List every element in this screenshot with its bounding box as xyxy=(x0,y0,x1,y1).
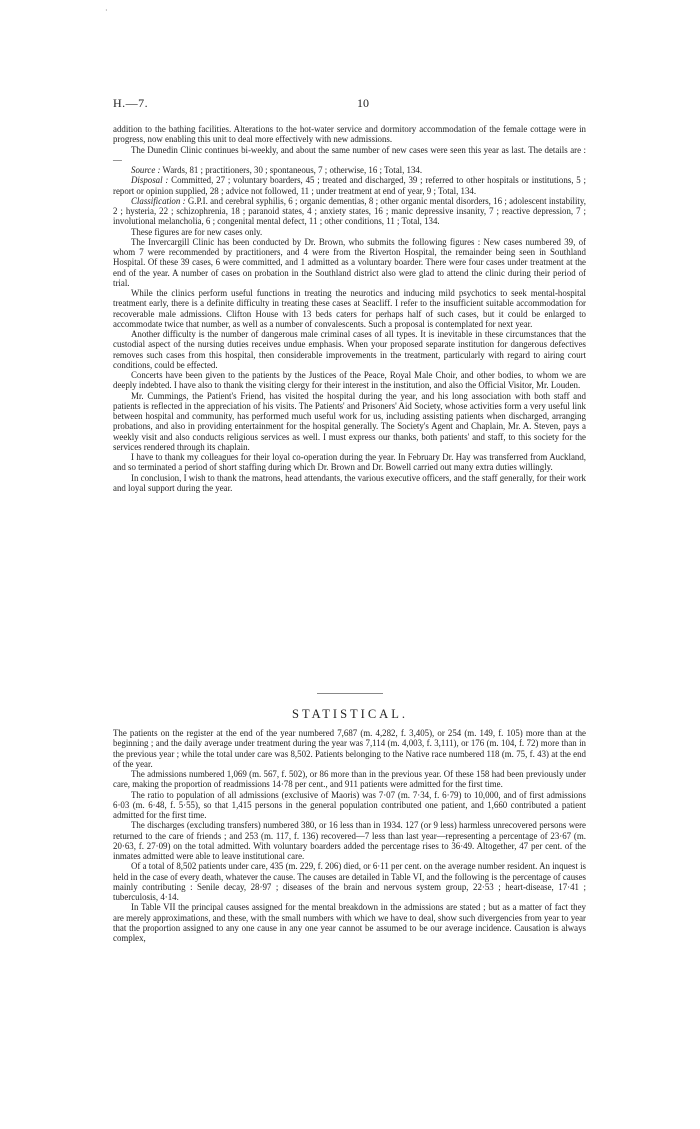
paragraph-text: G.P.I. and cerebral syphilis, 6 ; organic dementias, 8 ; other organic mental disorders, 16 ; adolescent instability, 2 ; hysteria, 22 ; schizophrenia, 18 ; paranoid states, 4 ; anxiety states, 16 ; manic depressive insanity, 7 ; reactive depression, 7 ; involutional melancholia, 6 ; congenital mental defect, 11 ; other conditions, 11 ; Total, 134. xyxy=(113,195,586,227)
paragraph xyxy=(113,329,586,370)
paragraph-text: In conclusion, I wish to thank the matrons, head attendants, the various executive officers, and the staff generally, for their work and loyal support during the year. xyxy=(113,472,586,493)
paragraph xyxy=(113,237,586,288)
statistical-section xyxy=(113,728,586,943)
paragraph-text: The Invercargill Clinic has been conducted by Dr. Brown, who submits the following figures : New cases numbered 39, of whom 7 were recommended by practitioners, and 4 were from the Riverton Hospital, the remainder being seen in Southland Hospital. Of these 39 cases, 6 were committed, and 1 admitted as a voluntary boarder. There were four cases under treatment at the end of the year. A number of cases on probation in the Southland district also were glad to attend the clinic during their period of trial. xyxy=(113,236,586,288)
section-heading-statistical: STATISTICAL. xyxy=(292,707,408,721)
paragraph xyxy=(113,902,586,943)
paragraph-text: Another difficulty is the number of dangerous male criminal cases of all types. It is inevitable in these circumstances that the custodial aspect of the nursing duties receives undue emphasis. When your proposed separate institution for dangerous defectives removes such cases from this hospital, then considerable improvements in the treatment, particularly with regard to airing court conditions, could be effected. xyxy=(113,329,586,370)
paragraph xyxy=(113,370,586,391)
paragraph xyxy=(113,165,586,175)
paragraph xyxy=(113,861,586,902)
paragraph-text: Of a total of 8,502 patients under care, 435 (m. 229, f. 206) died, or 6·11 per cent. on the average number resident. An inquest is held in the case of every death, whatever the cause. The causes are detailed in Table VI, and the following is the percentage of causes mainly contributing : Senile decay, 28·97 ; diseases of the brain and nervous system group, 22·53 ; heart-disease, 17·41 ; tuberculosis, 4·14. xyxy=(113,861,586,902)
paragraph xyxy=(113,728,586,769)
paragraph-text: The discharges (excluding transfers) numbered 380, or 16 less than in 1934. 127 (or 9 less) harmless unrecovered persons were returned to the care of friends ; and 253 (m. 117, f. 136) recovered—7 less than last year—representing a percentage of 23·67 (m. 20·63, f. 27·09) on the total admitted. With voluntary boarders added the percentage rises to 36·49. Altogether, 47 per cent. of the inmates admitted were able to leave institutional care. xyxy=(113,820,586,861)
paragraph-label: Source : xyxy=(131,165,161,175)
paragraph xyxy=(113,391,586,453)
paragraph-text: The Dunedin Clinic continues bi-weekly, and about the same number of new cases were seen this year as last. The details are :— xyxy=(113,144,586,165)
paragraph xyxy=(113,175,586,196)
paragraph-text: The ratio to population of all admissions (exclusive of Maoris) was 7·07 (m. 7·34, f. 6·79) to 10,000, and of first admissions 6·03 (m. 6·48, f. 5·55), so that 1,415 persons in the general population contributed one patient, and 1,660 contributed a patient admitted for the first time. xyxy=(113,789,586,820)
paragraph-text: Concerts have been given to the patients by the Justices of the Peace, Royal Male Choir, and other bodies, to whom we are deeply indebted. I have also to thank the visiting clergy for their interest in the institution, and also the Official Visitor, Mr. Louden. xyxy=(113,370,586,391)
paragraph-text: addition to the bathing facilities. Alterations to the hot-water service and dormitory accommodation of the female cottage were in progress, now enabling this unit to deal more effectively with new admissions. xyxy=(113,124,586,145)
report-section xyxy=(113,124,586,493)
paragraph xyxy=(113,196,586,227)
paragraph-text: Committed, 27 ; voluntary boarders, 45 ; treated and discharged, 39 ; referred to other hospitals or institutions, 5 ; report or opinion supplied, 28 ; advice not followed, 11 ; under treatment at end of year, 9 ; Total, 134. xyxy=(113,175,586,196)
page-header xyxy=(113,96,587,112)
section-divider xyxy=(317,693,383,694)
paragraph-text: The admissions numbered 1,069 (m. 567, f. 502), or 86 more than in the previous year. Of these 158 had been previously under care, making the proportion of readmissions 14·78 per cent., and 911 patients were admitted for the first time. xyxy=(113,769,586,790)
paragraph-text: I have to thank my colleagues for their loyal co-operation during the year. In February Dr. Hay was transferred from Auckland, and so terminated a period of short staffing during which Dr. Brown and Dr. Bowell carried out many extra duties willingly. xyxy=(113,452,586,473)
paragraph-text: While the clinics perform useful functions in treating the neurotics and inducing mild psychotics to seek mental-hospital treatment early, there is a definite difficulty in treating these cases at Seacliff. I refer to the insufficient suitable accommodation for recoverable male admissions. Clifton House with 13 beds caters for perhaps half of such cases, but it could be enlarged to accommodate twice that number, as well as a number of convalescents. Such a proposal is contemplated for next year. xyxy=(113,288,586,329)
document-reference: H.—7. xyxy=(113,96,149,110)
paragraph-text: In Table VII the principal causes assigned for the mental breakdown in the admissions are stated ; but as a matter of fact they are merely approximations, and these, with the small numbers with which we have to deal, show such divergencies from year to year that the proportion assigned to any one cause in any one year cannot be assumed to be our average incidence. Causation is always complex, xyxy=(113,902,586,943)
paragraph-label: Disposal : xyxy=(131,175,169,186)
paragraph xyxy=(113,769,586,790)
paragraph xyxy=(113,145,586,166)
paragraph xyxy=(113,473,586,494)
paragraph xyxy=(113,288,586,329)
paragraph-label: Classification : xyxy=(131,195,186,206)
paragraph xyxy=(113,452,586,473)
paragraph-text: Wards, 81 ; practitioners, 30 ; spontaneous, 7 ; otherwise, 16 ; Total, 134. xyxy=(160,165,423,175)
paragraph-text: Mr. Cummings, the Patient's Friend, has visited the hospital during the year, and his long association with both staff and patients is reflected in the appreciation of his visits. The Patients' and Prisoners' Aid Society, whose activities form a very useful link between hospital and community, has performed much useful work for us, including assisting patients when discharged, arranging probations, and also in providing entertainment for the hospital generally. The Society's Agent and Chaplain, Mr. A. Steven, pays a weekly visit and also conducts religious services as well. I must express our thanks, both patients' and staff, to this society for the services rendered through its chaplain. xyxy=(113,390,586,452)
paragraph-text: The patients on the register at the end of the year numbered 7,687 (m. 4,282, f. 3,405), or 254 (m. 149, f. 105) more than at the beginning ; and the daily average under treatment during the year was 7,114 (m. 4,003, f. 3,111), or 176 (m. 104, f. 72) more than in the previous year ; while the total under care was 8,502. Patients belonging to the Native race numbered 118 (m. 75, f. 43) at the end of the year. xyxy=(113,728,586,769)
paragraph-text: These figures are for new cases only. xyxy=(131,226,263,237)
page-number: 10 xyxy=(357,96,369,110)
paragraph xyxy=(113,124,586,145)
paragraph xyxy=(113,820,586,861)
paragraph xyxy=(113,790,586,821)
paragraph xyxy=(113,227,586,237)
scan-mark: · xyxy=(105,6,108,15)
